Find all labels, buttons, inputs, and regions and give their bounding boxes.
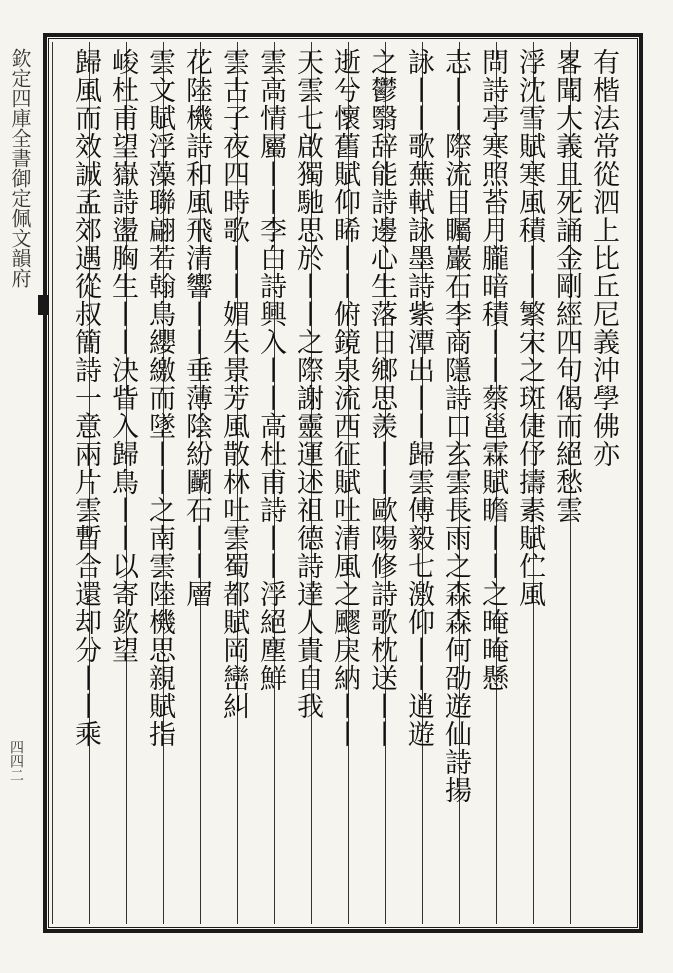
text-column: 逝兮懷舊賦仰睎丨丨俯鏡泉流西征賦吐清風之飂戾納丨丨: [329, 48, 360, 748]
margin-subtitle-text: 御定佩文韻府: [8, 168, 32, 288]
text-column: 雲高情屬丨丨李白詩興入丨丨高杜甫詩丨丨浮絕塵鮮: [255, 48, 286, 692]
text-column: 雲古子夜四時歌丨丨媚朱景芳風散林吐雲蜀都賦岡巒糾: [218, 48, 249, 720]
text-column: 詠丨丨歌蕪軾詠墨詩紫潭出丨丨歸雲傅毅七激仰丨丨逍遊: [403, 48, 434, 748]
margin-title: [0, 48, 40, 928]
text-column: 畧聞大義且死誦金剛經四句偈而絕愁雲: [551, 48, 582, 524]
margin-title-text: 欽定四庫全書: [8, 48, 32, 168]
text-column: 雲文賦浮藻聯翩若翰鳥纓繳而墜丨丨之南雲陸機思親賦指: [144, 48, 175, 748]
text-column: 天雲七啟獨馳思於丨丨之際謝靈運述祖德詩達人貴自我: [292, 48, 323, 720]
text-column: 峻杜甫望嶽詩盪胸生丨丨決眥入歸鳥丨丨以寄欽望: [107, 48, 138, 664]
fold-mark: [38, 295, 48, 315]
column-rule: [52, 42, 53, 924]
text-column: 浮沈雪賦寒風積丨丨繁宋之斑倢伃擣素賦伫風: [514, 48, 545, 608]
text-column: 志丨丨際流目矚巖石李商隱詩口玄雲長雨之森森何劭遊仙詩揚: [440, 48, 471, 804]
text-column: 歸風而效誠孟郊遇從叔簡詩一意兩片雲暫合還却分丨丨乘: [70, 48, 101, 748]
text-column: 問詩亭寒照苔月朧暗積丨丨蔡邕霖賦瞻丨丨之晻晻懸: [477, 48, 508, 692]
text-column: 有楷法常從泗上比丘尼義沖學佛亦: [588, 48, 619, 468]
text-column: 之鬱翳辞能詩邊心生落日鄉思羨丨丨歐陽修詩歌枕送丨丨: [366, 48, 397, 748]
text-column: 花陸機詩和風飛清響丨丨垂薄陰紛鬬石丨丨層: [181, 48, 212, 608]
page-number: 四四二: [8, 740, 24, 782]
